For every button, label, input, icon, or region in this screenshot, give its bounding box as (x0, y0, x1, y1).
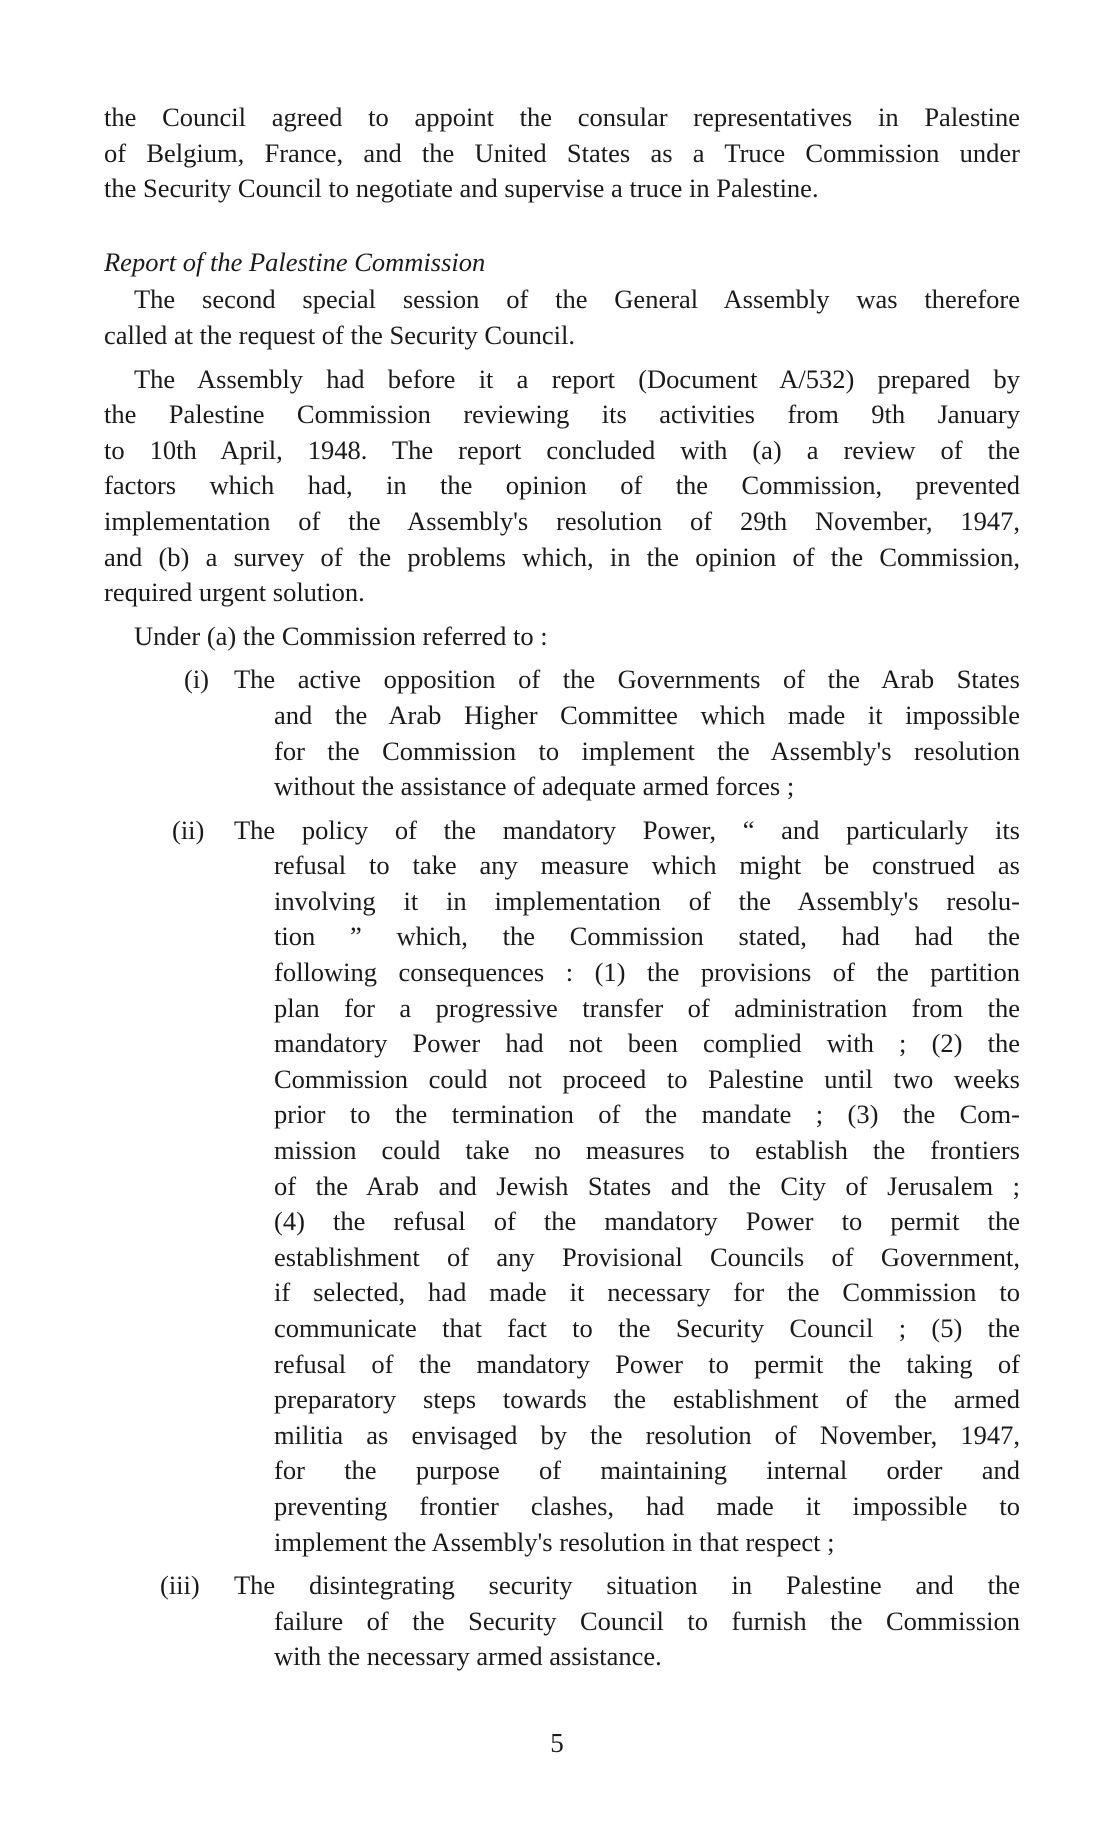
document-page (104, 100, 1020, 1675)
text-line: mission could take no measures to establish the frontiers (274, 1135, 1020, 1166)
text-line: without the assistance of adequate armed forces ; (274, 771, 795, 802)
section-heading: Report of the Palestine Commission (104, 246, 486, 277)
text-line: if selected, had made it necessary for the Commission to (274, 1277, 1020, 1308)
text-line: The Assembly had before it a report (Document A/532) prepared by (134, 363, 1020, 394)
text-line: failure of the Security Council to furnish the Commission (274, 1605, 1020, 1636)
text-line: implementation of the Assembly's resolution of 29th November, 1947, (104, 505, 1020, 536)
text-line: refusal to take any measure which might be construed as (274, 850, 1020, 881)
list-item-iii (104, 1568, 1020, 1675)
text-line: plan for a progressive transfer of administration from the (274, 992, 1020, 1023)
text-line: Commission could not proceed to Palestine until two weeks (274, 1063, 1020, 1094)
text-line: called at the request of the Security Council. (104, 319, 575, 350)
text-line: tion ” which, the Commission stated, had had the (274, 921, 1020, 952)
text-line: The disintegrating security situation in Palestine and the (234, 1570, 1020, 1601)
text-line: (4) the refusal of the mandatory Power to permit the (274, 1206, 1020, 1237)
paragraph-3 (104, 619, 1020, 655)
list-item-ii (104, 813, 1020, 1560)
text-line: of the Arab and Jewish States and the City of Jerusalem ; (274, 1170, 1020, 1201)
text-line: the Security Council to negotiate and supervise a truce in Palestine. (104, 173, 819, 204)
paragraph-2 (104, 362, 1020, 611)
text-line: following consequences : (1) the provisions of the partition (274, 957, 1020, 988)
text-line: the Council agreed to appoint the consular representatives in Palestine (104, 102, 1020, 132)
text-line: communicate that fact to the Security Council ; (5) the (274, 1313, 1020, 1343)
text-line: The active opposition of the Governments of the Arab States (234, 664, 1020, 695)
text-line: the Palestine Commission reviewing its activities from 9th January (104, 399, 1020, 430)
text-line: involving it in implementation of the Assembly's resolu- (274, 885, 1020, 916)
text-line: preparatory steps towards the establishment of the armed (274, 1384, 1020, 1415)
text-line: The policy of the mandatory Power, “ and particularly its (234, 814, 1020, 845)
text-line: militia as envisaged by the resolution of November, 1947, (274, 1419, 1020, 1450)
text-line: with the necessary armed assistance. (274, 1641, 662, 1672)
text-line: to 10th April, 1948. The report concluded with (a) a review of the (104, 434, 1020, 465)
list-item-i (104, 662, 1020, 804)
text-line: refusal of the mandatory Power to permit the taking of (274, 1348, 1020, 1379)
text-line: prior to the termination of the mandate ; (3) the Com- (274, 1099, 1020, 1130)
list-marker: (iii) (160, 1570, 200, 1601)
paragraph-1 (104, 282, 1020, 353)
text-line: factors which had, in the opinion of the Commission, prevented (104, 470, 1020, 501)
text-line: establishment of any Provisional Councils of Government, (274, 1241, 1020, 1272)
text-line: required urgent solution. (104, 577, 365, 608)
text-line: for the Commission to implement the Assembly's resolution (274, 735, 1020, 766)
text-line: and (b) a survey of the problems which, in the opinion of the Commission, (104, 541, 1020, 572)
text-line: of Belgium, France, and the United States as a Truce Commission under (104, 137, 1020, 168)
page-number: 5 (550, 1728, 564, 1758)
text-line: mandatory Power had not been complied with ; (2) the (274, 1028, 1020, 1059)
text-line: implement the Assembly's resolution in that respect ; (274, 1526, 835, 1557)
intro-paragraph (104, 100, 1020, 207)
list-marker: (ii) (172, 814, 205, 845)
text-line: The second special session of the General Assembly was therefore (134, 284, 1020, 315)
text-line: and the Arab Higher Committee which made it impossible (274, 699, 1020, 730)
text-line: preventing frontier clashes, had made it impossible to (274, 1490, 1020, 1521)
text-line: for the purpose of maintaining internal order and (274, 1455, 1020, 1486)
list-marker: (i) (184, 664, 210, 695)
text-line: Under (a) the Commission referred to : (134, 620, 548, 651)
